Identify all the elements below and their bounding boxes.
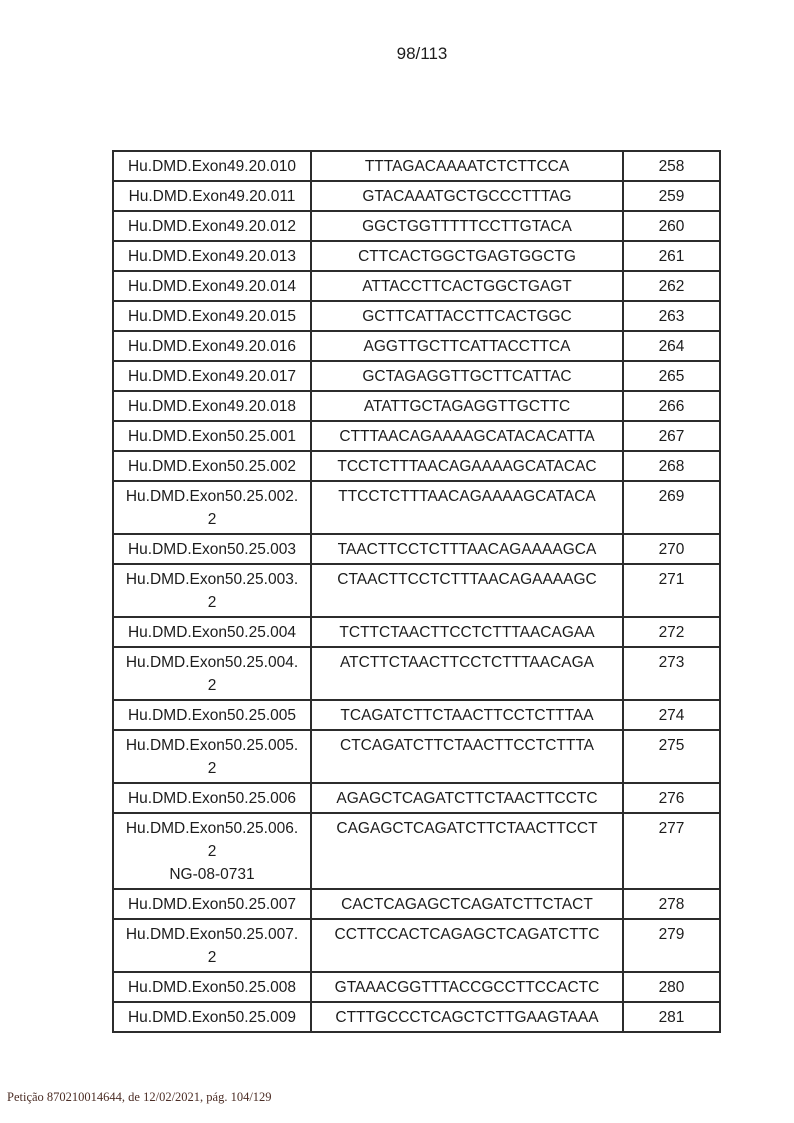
primer-sequence-cell: TTCCTCTTTAACAGAAAAGCATACA [311, 481, 623, 534]
seq-id-cell: 276 [623, 783, 720, 813]
seq-id-cell: 277 [623, 813, 720, 889]
seq-id-cell: 267 [623, 421, 720, 451]
table-row [113, 451, 720, 481]
table-row [113, 151, 720, 181]
seq-id-cell: 268 [623, 451, 720, 481]
primer-name-cell: Hu.DMD.Exon49.20.013 [113, 241, 311, 271]
primer-name-cell: Hu.DMD.Exon50.25.004. 2 [113, 647, 311, 700]
primer-name-cell: Hu.DMD.Exon49.20.015 [113, 301, 311, 331]
table-row [113, 617, 720, 647]
primer-name-cell: Hu.DMD.Exon49.20.011 [113, 181, 311, 211]
table-row [113, 481, 720, 534]
table-row [113, 241, 720, 271]
primer-name-cell: Hu.DMD.Exon50.25.002 [113, 451, 311, 481]
seq-id-cell: 265 [623, 361, 720, 391]
table-row [113, 647, 720, 700]
primer-sequence-cell: GGCTGGTTTTTCCTTGTACA [311, 211, 623, 241]
primer-sequence-cell: ATTACCTTCACTGGCTGAGT [311, 271, 623, 301]
primer-sequence-cell: CTCAGATCTTCTAACTTCCTCTTTA [311, 730, 623, 783]
seq-id-cell: 273 [623, 647, 720, 700]
primer-sequence-cell: GTACAAATGCTGCCCTTTAG [311, 181, 623, 211]
primer-sequence-cell: CAGAGCTCAGATCTTCTAACTTCCT [311, 813, 623, 889]
primer-table [112, 150, 721, 1033]
primer-sequence-cell: CTTTGCCCTCAGCTCTTGAAGTAAA [311, 1002, 623, 1032]
table-row [113, 421, 720, 451]
primer-sequence-cell: CTTTAACAGAAAAGCATACACATTA [311, 421, 623, 451]
primer-name-cell: Hu.DMD.Exon50.25.003 [113, 534, 311, 564]
primer-name-cell: Hu.DMD.Exon49.20.010 [113, 151, 311, 181]
primer-name-cell: Hu.DMD.Exon49.20.016 [113, 331, 311, 361]
seq-id-cell: 262 [623, 271, 720, 301]
seq-id-cell: 271 [623, 564, 720, 617]
page-number: 98/113 [396, 44, 448, 63]
primer-name-cell: Hu.DMD.Exon50.25.003. 2 [113, 564, 311, 617]
table-row [113, 972, 720, 1002]
table-row [113, 783, 720, 813]
primer-name-cell: Hu.DMD.Exon50.25.001 [113, 421, 311, 451]
petition-stamp: Petição 870210014644, de 12/02/2021, pág. 104/129 [7, 1090, 272, 1104]
primer-name-cell: Hu.DMD.Exon50.25.006 [113, 783, 311, 813]
seq-id-cell: 266 [623, 391, 720, 421]
table-row [113, 301, 720, 331]
table-row [113, 271, 720, 301]
seq-id-cell: 260 [623, 211, 720, 241]
primer-name-cell: Hu.DMD.Exon50.25.007. 2 [113, 919, 311, 972]
table-row [113, 331, 720, 361]
primer-name-cell: Hu.DMD.Exon50.25.004 [113, 617, 311, 647]
table-row [113, 361, 720, 391]
table-row [113, 700, 720, 730]
table-row [113, 534, 720, 564]
primer-sequence-cell: GCTTCATTACCTTCACTGGC [311, 301, 623, 331]
table-row [113, 919, 720, 972]
primer-name-cell: Hu.DMD.Exon50.25.006. 2 NG-08-0731 [113, 813, 311, 889]
primer-table-body [113, 151, 720, 1032]
seq-id-cell: 259 [623, 181, 720, 211]
seq-id-cell: 258 [623, 151, 720, 181]
primer-name-cell: Hu.DMD.Exon50.25.007 [113, 889, 311, 919]
table-row [113, 889, 720, 919]
primer-sequence-cell: CACTCAGAGCTCAGATCTTCTACT [311, 889, 623, 919]
seq-id-cell: 275 [623, 730, 720, 783]
seq-id-cell: 261 [623, 241, 720, 271]
seq-id-cell: 270 [623, 534, 720, 564]
primer-sequence-cell: GCTAGAGGTTGCTTCATTAC [311, 361, 623, 391]
primer-name-cell: Hu.DMD.Exon49.20.012 [113, 211, 311, 241]
table-row [113, 181, 720, 211]
table-row [113, 730, 720, 783]
primer-sequence-cell: CTTCACTGGCTGAGTGGCTG [311, 241, 623, 271]
primer-sequence-cell: CCTTCCACTCAGAGCTCAGATCTTC [311, 919, 623, 972]
seq-id-cell: 272 [623, 617, 720, 647]
seq-id-cell: 269 [623, 481, 720, 534]
primer-sequence-cell: TAACTTCCTCTTTAACAGAAAAGCA [311, 534, 623, 564]
primer-sequence-cell: TTTAGACAAAATCTCTTCCA [311, 151, 623, 181]
primer-sequence-cell: TCCTCTTTAACAGAAAAGCATACAC [311, 451, 623, 481]
seq-id-cell: 278 [623, 889, 720, 919]
seq-id-cell: 281 [623, 1002, 720, 1032]
primer-name-cell: Hu.DMD.Exon50.25.005 [113, 700, 311, 730]
primer-sequence-cell: TCAGATCTTCTAACTTCCTCTTTAA [311, 700, 623, 730]
primer-name-cell: Hu.DMD.Exon49.20.018 [113, 391, 311, 421]
table-row [113, 564, 720, 617]
primer-sequence-cell: GTAAACGGTTTACCGCCTTCCACTC [311, 972, 623, 1002]
primer-sequence-cell: ATCTTCTAACTTCCTCTTTAACAGA [311, 647, 623, 700]
primer-name-cell: Hu.DMD.Exon50.25.005. 2 [113, 730, 311, 783]
seq-id-cell: 274 [623, 700, 720, 730]
table-row [113, 211, 720, 241]
primer-name-cell: Hu.DMD.Exon50.25.009 [113, 1002, 311, 1032]
primer-sequence-cell: ATATTGCTAGAGGTTGCTTC [311, 391, 623, 421]
table-row [113, 1002, 720, 1032]
seq-id-cell: 279 [623, 919, 720, 972]
primer-sequence-cell: CTAACTTCCTCTTTAACAGAAAAGC [311, 564, 623, 617]
primer-name-cell: Hu.DMD.Exon49.20.014 [113, 271, 311, 301]
primer-sequence-cell: TCTTCTAACTTCCTCTTTAACAGAA [311, 617, 623, 647]
primer-sequence-cell: AGGTTGCTTCATTACCTTCA [311, 331, 623, 361]
primer-name-cell: Hu.DMD.Exon50.25.002. 2 [113, 481, 311, 534]
primer-name-cell: Hu.DMD.Exon49.20.017 [113, 361, 311, 391]
seq-id-cell: 264 [623, 331, 720, 361]
seq-id-cell: 263 [623, 301, 720, 331]
table-row [113, 813, 720, 889]
seq-id-cell: 280 [623, 972, 720, 1002]
primer-name-cell: Hu.DMD.Exon50.25.008 [113, 972, 311, 1002]
table-row [113, 391, 720, 421]
primer-sequence-cell: AGAGCTCAGATCTTCTAACTTCCTC [311, 783, 623, 813]
